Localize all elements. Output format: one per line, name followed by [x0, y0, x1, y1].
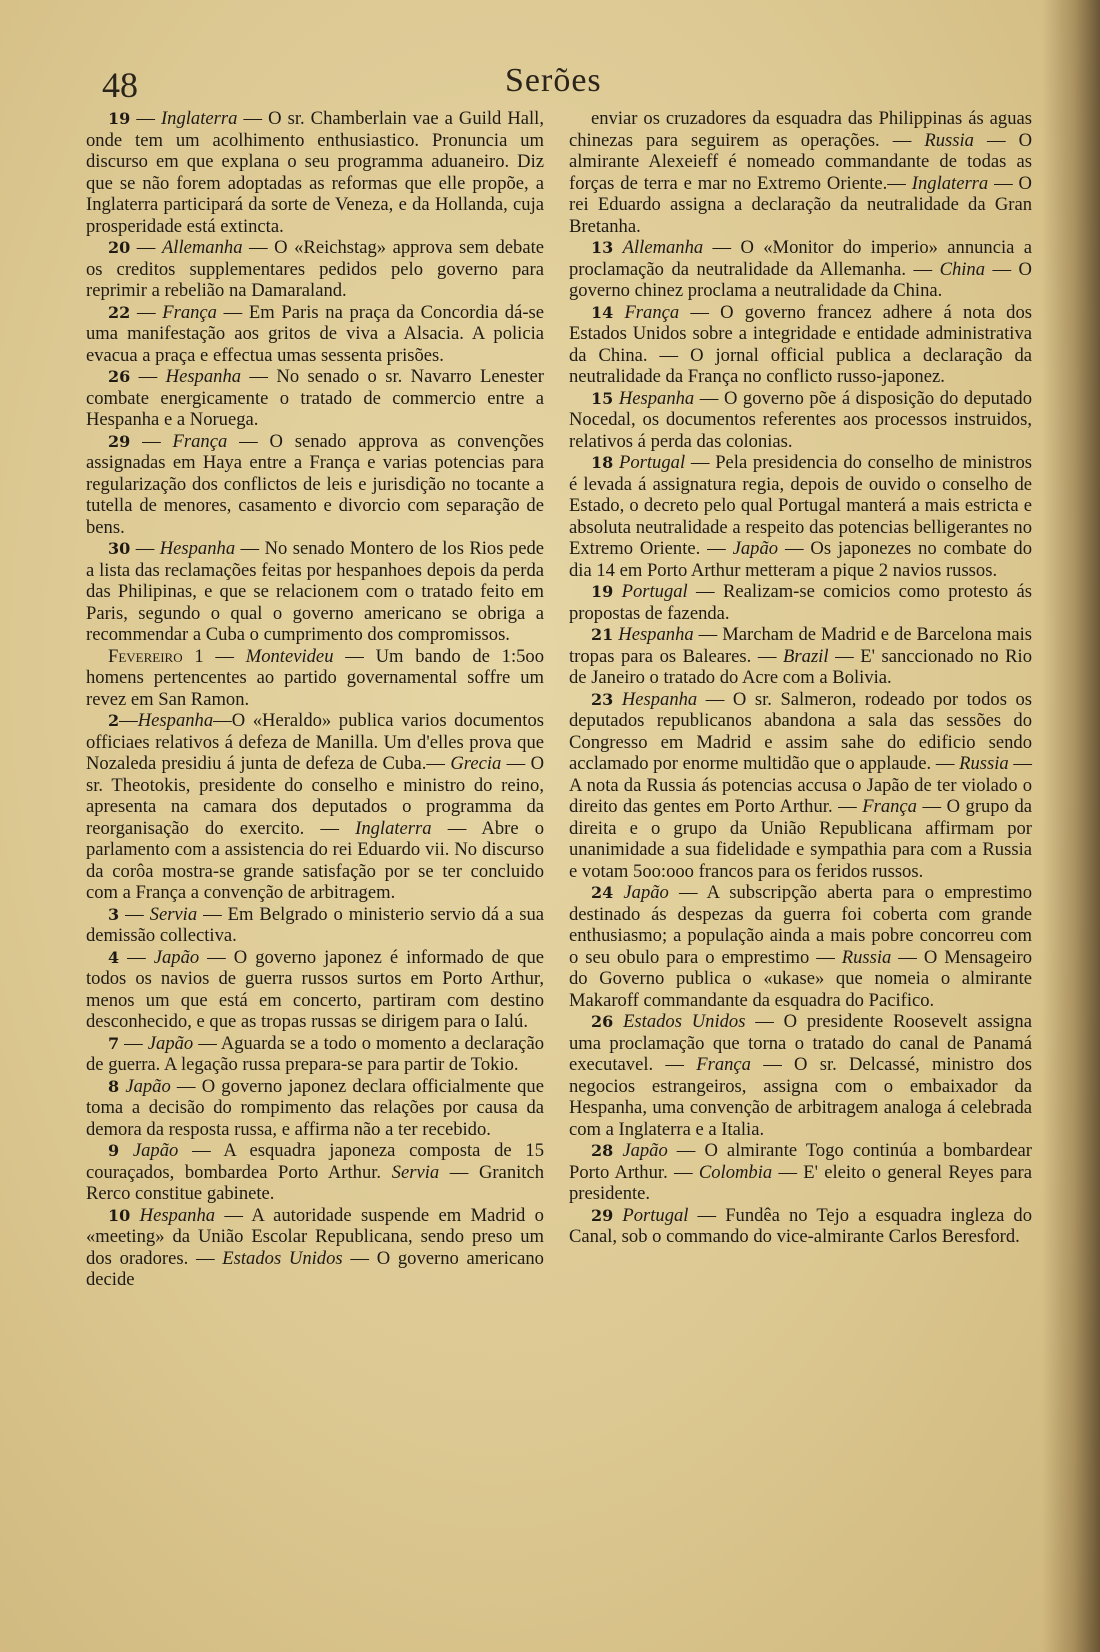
- entry-country: Estados Unidos: [623, 1011, 746, 1032]
- entry-country: Inglaterra: [355, 817, 432, 839]
- entry-text: [613, 1205, 622, 1226]
- entry-text: — Em Paris na praça da Concordia dá-se uma manifestação aos gritos de viva a Alsacia. A policia evacua a praça e effectua umas sessenta prisões.: [86, 301, 545, 366]
- entry-text: [613, 1011, 623, 1032]
- entry-text: — Pela presidencia do conselho de ministros é levada á assignatura regia, depois de ouvido o conselho de Estado, o decreto pelo qual Portugal manterá a mais estricta e absoluta neutralidade a respeito das potencias belligerantes no Extremo Oriente. —: [569, 452, 1032, 559]
- entry-text: — O almirante Alexeieff é nomeado commandante de todas as forças de terra e mar no Extremo Oriente.—: [569, 129, 1032, 194]
- entry-text: — O presidente Roosevelt assigna uma proclamação que torna o tratado do canal de Panamá executavel. —: [569, 1011, 1032, 1075]
- left-column: [86, 108, 544, 1291]
- entry-text: — O governo japonez é informado de que todos os navios de guerra russos surtos em Porto Arthur, menos um que está em concerto, partiram com destino desconhecido, e que as tropas russas se dirigem para o Ialú.: [86, 946, 545, 1032]
- entry-text: — Granitch Rerco constitue gabinete.: [86, 1161, 544, 1204]
- entry-text: — O sr. Theotokis, presidente do conselho e ministro do reino, apresenta na camara dos deputados o programma da reorganisação do exercito. —: [86, 753, 544, 839]
- entry-country: Montevideu: [245, 645, 334, 667]
- entry-text: — A nota da Russia ás potencias accusa o Japão de ter violado o direito das gentes em Porto Arthur. —: [569, 753, 1032, 817]
- entry-text: — O grupo da direita e o grupo da União Republicana affirmam por unanimidade a sua fidelidade e sympathia para com a Russia e votam 5oo:ooo francos para os feridos russos.: [569, 796, 1032, 882]
- chronicle-entry: [569, 882, 1032, 1011]
- entry-day: 4: [108, 947, 120, 967]
- entry-text: — O sr. Delcassé, ministro dos negocios estrangeiros, assigna com o embaixador da Hespanha, uma convenção de arbitragem analoga á celebrada com a Inglaterra e a Italia.: [569, 1054, 1033, 1140]
- entry-text: — Em Belgrado o ministerio servio dá a sua demissão collectiva.: [86, 903, 544, 946]
- entry-country: Japão: [732, 538, 779, 559]
- entry-text: — Os japonezes no combate do dia 14 em Porto Arthur metteram a pique 2 navios russos.: [569, 538, 1033, 581]
- entry-text: —: [119, 1032, 148, 1054]
- entry-text: — O rei Eduardo assigna a declaração da neutralidade da Gran Bretanha.: [569, 172, 1032, 237]
- entry-text: — Fundêa no Tejo a esquadra ingleza do Canal, sob o commando do vice-almirante Carlos Beresford.: [569, 1204, 1032, 1247]
- entry-text: — O Mensageiro do Governo publica o «ukase» que nomeia o almirante Makaroff commandante da esquadra do Pacifico.: [569, 946, 1032, 1011]
- entry-text: — O sr. Salmeron, rodeado por todos os deputados republicanos abandona a sala das sessões do Congresso em Madrid e assim sahe do edificio sendo acclamado por enorme multidão que o applaude. —: [569, 688, 1032, 774]
- entry-country: França: [172, 430, 228, 452]
- entry-text: — O senado approva as convenções assignadas em Haya entre a França e varias potencias para regularização dos conflictos de leis e jurisdição no tocante a tutella de menores, casamento e divorcio com separação de bens.: [86, 430, 544, 538]
- entry-text: — O governo japonez declara officialmente que toma a decisão do rompimento das relações por causa da demora da resposta russa, e affirma não a ter recebido.: [86, 1075, 544, 1140]
- chronicle-entry: [569, 689, 1032, 883]
- entry-country: Hespanha: [137, 710, 214, 731]
- entry-text: —: [130, 108, 161, 129]
- entry-country: Hespanha: [165, 366, 242, 387]
- entry-country: Servia: [391, 1161, 440, 1183]
- entry-day: 18: [591, 453, 614, 472]
- entry-text: — Marcham de Madrid e de Barcelona mais tropas para os Baleares. —: [569, 624, 1032, 667]
- entry-text: —O «Heraldo» publica varios documentos officiaes relativos á defeza de Manilla. Um d'elles prova que Nozaleda presidiu á junta de defeza de Cuba.—: [86, 710, 544, 774]
- entry-day: 23: [591, 689, 614, 709]
- entry-text: — No senado Montero de los Rios pede a lista das reclamações feitas por hespanhoes depois da perda das Philipinas, e que se relacionem com o tratado feito em Paris, segundo o qual o governo americano se obriga a recommendar a Cuba o cumprimento dos compromissos.: [86, 538, 544, 645]
- entry-country: Japão: [153, 946, 200, 968]
- entry-text: — A autoridade suspende em Madrid o «meeting» da União Escolar Republicana, sendo preso um dos oradores. —: [86, 1204, 544, 1269]
- entry-text: [613, 882, 623, 903]
- chronicle-entry: [86, 1076, 544, 1141]
- entry-country: Hespanha: [159, 538, 236, 559]
- entry-country: Hespanha: [618, 387, 695, 409]
- entry-day: 30: [108, 539, 131, 558]
- entry-day: 3: [108, 904, 120, 924]
- entry-country: Japão: [622, 1140, 668, 1161]
- entry-text: —: [130, 366, 166, 387]
- entry-text: — Um bando de 1:5oo homens pertencentes ao partido governamental soffre um revez em San Ramon.: [86, 645, 544, 710]
- entry-country: Portugal: [622, 1204, 689, 1226]
- entry-text: — A subscripção aberta para o emprestimo destinado ás despezas da guerra foi coberta com grande enthusiasmo; a população ainda a mais pobre concorreu com o seu obulo para o emprestimo —: [569, 882, 1032, 968]
- chronicle-entry: [569, 237, 1032, 302]
- entry-country: Inglaterra: [911, 172, 989, 194]
- entry-text: [613, 237, 622, 258]
- entry-country: Portugal: [619, 452, 686, 473]
- entry-day: 28: [591, 1141, 614, 1160]
- entry-day: 8: [108, 1076, 120, 1096]
- chronicle-entry: [569, 108, 1032, 237]
- chronicle-entry: [86, 710, 544, 904]
- chronicle-entry: [86, 1033, 544, 1076]
- chronicle-entry: [569, 452, 1032, 581]
- entry-country: Japão: [147, 1032, 194, 1054]
- entry-day: 24: [591, 883, 614, 902]
- entry-text: — O «Monitor do imperio» annuncia a proclamação da neutralidade da Allemanha. —: [569, 237, 1032, 280]
- chronicle-entry: [569, 581, 1032, 624]
- chronicle-entry: [86, 431, 544, 539]
- entry-text: —: [130, 237, 162, 258]
- entry-day: 21: [591, 625, 614, 644]
- entry-text: — O governo chinez proclama a neutralidade da China.: [569, 258, 1032, 301]
- entry-text: — O sr. Chamberlain vae a Guild Hall, onde tem um acolhimento enthusiastico. Pronuncia um discurso em que explana o seu programma aduaneiro. Diz que se não forem adoptadas as reformas que elle propõe, a Inglaterra participará da sorte de Veneza, e da Hollanda, cuja prosperidade está extincta.: [86, 108, 544, 237]
- entry-day: 26: [108, 367, 131, 386]
- entry-text: — Aguarda se a todo o momento a declaração de guerra. A legação russa prepara-se para partir de Tokio.: [86, 1032, 544, 1075]
- entry-country: França: [862, 796, 917, 817]
- entry-text: — E' eleito o general Reyes para presidente.: [569, 1161, 1033, 1204]
- entry-text: [613, 1140, 622, 1161]
- entry-text: — E' sanccionado no Rio de Janeiro o tratado do Acre com a Bolivia.: [569, 645, 1032, 688]
- chronicle-entry: [569, 624, 1032, 689]
- entry-country: Russia: [959, 753, 1009, 774]
- entry-country: Russia: [841, 946, 892, 968]
- entry-day: 15: [591, 388, 614, 408]
- entry-country: França: [696, 1054, 751, 1075]
- entry-text: —: [119, 903, 150, 925]
- entry-country: Portugal: [621, 581, 688, 602]
- entry-day: 2: [108, 711, 120, 730]
- chronicle-entry: [86, 1205, 544, 1291]
- entry-country: China: [939, 258, 986, 280]
- entry-text: [613, 689, 622, 710]
- entry-country: Hespanha: [139, 1204, 216, 1226]
- entry-day: 20: [108, 238, 131, 257]
- entry-day: 14: [591, 302, 614, 322]
- entry-country: Brazil: [783, 645, 829, 667]
- entry-day: 10: [108, 1205, 131, 1225]
- entry-text: —: [119, 946, 154, 968]
- chronicle-entry: [569, 388, 1032, 453]
- entry-country: Japão: [132, 1140, 179, 1161]
- chronicle-entry: [86, 947, 544, 1033]
- entry-country: Grecia: [450, 753, 502, 774]
- chronicle-entry: [86, 237, 544, 302]
- chronicle-entry: [86, 1140, 544, 1205]
- chronicle-entry: [86, 366, 544, 431]
- right-column: [569, 108, 1032, 1248]
- entry-text: — Realizam-se comicios como protesto ás propostas de fazenda.: [569, 581, 1032, 624]
- entry-text: — O governo francez adhere á nota dos Estados Unidos sobre a integridade e entidade administrativa da China. — O jornal official publica a declaração da neutralidade da França no conflicto russo-japonez.: [569, 301, 1032, 387]
- entry-country: Inglaterra: [160, 108, 238, 129]
- entry-country: Japão: [125, 1075, 171, 1097]
- chronicle-entry: [569, 302, 1032, 388]
- page-gutter-shadow: [1042, 0, 1100, 1652]
- entry-day: 29: [108, 431, 131, 451]
- entry-text: enviar os cruzadores da esquadra das Philippinas ás aguas chinezas para seguirem as operações. —: [569, 108, 1032, 151]
- entry-country: França: [162, 301, 217, 323]
- page-number: 48: [102, 65, 138, 105]
- entry-text: — O governo americano decide: [86, 1247, 544, 1290]
- entry-day: 9: [108, 1141, 120, 1160]
- entry-text: [119, 1140, 133, 1161]
- entry-day: 19: [108, 109, 131, 128]
- entry-country: Allemanha: [161, 237, 243, 258]
- entry-text: — Abre o parlamento com a assistencia do rei Eduardo vii. No discurso da corôa mostra-se grande satisfação por se ter concluido com a França a convenção de arbitragem.: [86, 817, 544, 903]
- chronicle-entry: [86, 302, 544, 367]
- entry-day: 29: [591, 1205, 614, 1225]
- entry-country: França: [624, 301, 680, 323]
- entry-text: —: [130, 301, 163, 323]
- entry-text: [613, 581, 621, 602]
- chronicle-entry: [86, 538, 544, 646]
- entry-text: — O «Reichstag» approva sem debate os creditos supplementares pedidos pelo governo para reprimir a rebelião na Damaraland.: [86, 237, 545, 301]
- entry-country: Allemanha: [622, 237, 704, 258]
- entry-text: —: [203, 645, 246, 667]
- entry-country: Hespanha: [618, 624, 694, 645]
- chronicle-entry: [569, 1205, 1032, 1248]
- entry-text: [130, 1205, 139, 1226]
- chronicle-entry: [86, 646, 544, 711]
- entry-text: [613, 302, 624, 323]
- entry-text: —: [130, 430, 173, 452]
- entry-text: — O governo põe á disposição do deputado Nocedal, os documentos referentes aos processos instruidos, relativos á perda das colonias.: [569, 387, 1032, 452]
- entry-day: 13: [591, 238, 614, 257]
- entry-country: Estados Unidos: [222, 1247, 343, 1269]
- entry-month-date: Fevereiro 1: [108, 645, 204, 667]
- chronicle-entry: [86, 904, 544, 947]
- entry-text: — No senado o sr. Navarro Lenester combate energicamente o tratado de commercio entre a Hespanha e a Noruega.: [86, 366, 544, 430]
- chronicle-entry: [86, 108, 544, 237]
- entry-day: 7: [108, 1033, 120, 1053]
- entry-day: 22: [108, 302, 131, 322]
- entry-country: Servia: [149, 903, 198, 925]
- entry-country: Hespanha: [621, 688, 698, 710]
- entry-day: 26: [591, 1012, 614, 1031]
- entry-text: — A esquadra japoneza composta de 15 couraçados, bombardea Porto Arthur.: [86, 1140, 544, 1183]
- entry-country: Russia: [924, 129, 974, 151]
- entry-text: — O almirante Togo continúa a bombardear Porto Arthur. —: [569, 1140, 1032, 1183]
- entry-country: Colombia: [698, 1161, 773, 1183]
- entry-country: Japão: [623, 882, 669, 903]
- entry-text: —: [119, 710, 138, 731]
- chronicle-entry: [569, 1140, 1032, 1205]
- entry-text: —: [130, 538, 160, 559]
- chronicle-entry: [569, 1011, 1032, 1140]
- running-title: Serões: [505, 62, 602, 99]
- entry-day: 19: [591, 582, 614, 601]
